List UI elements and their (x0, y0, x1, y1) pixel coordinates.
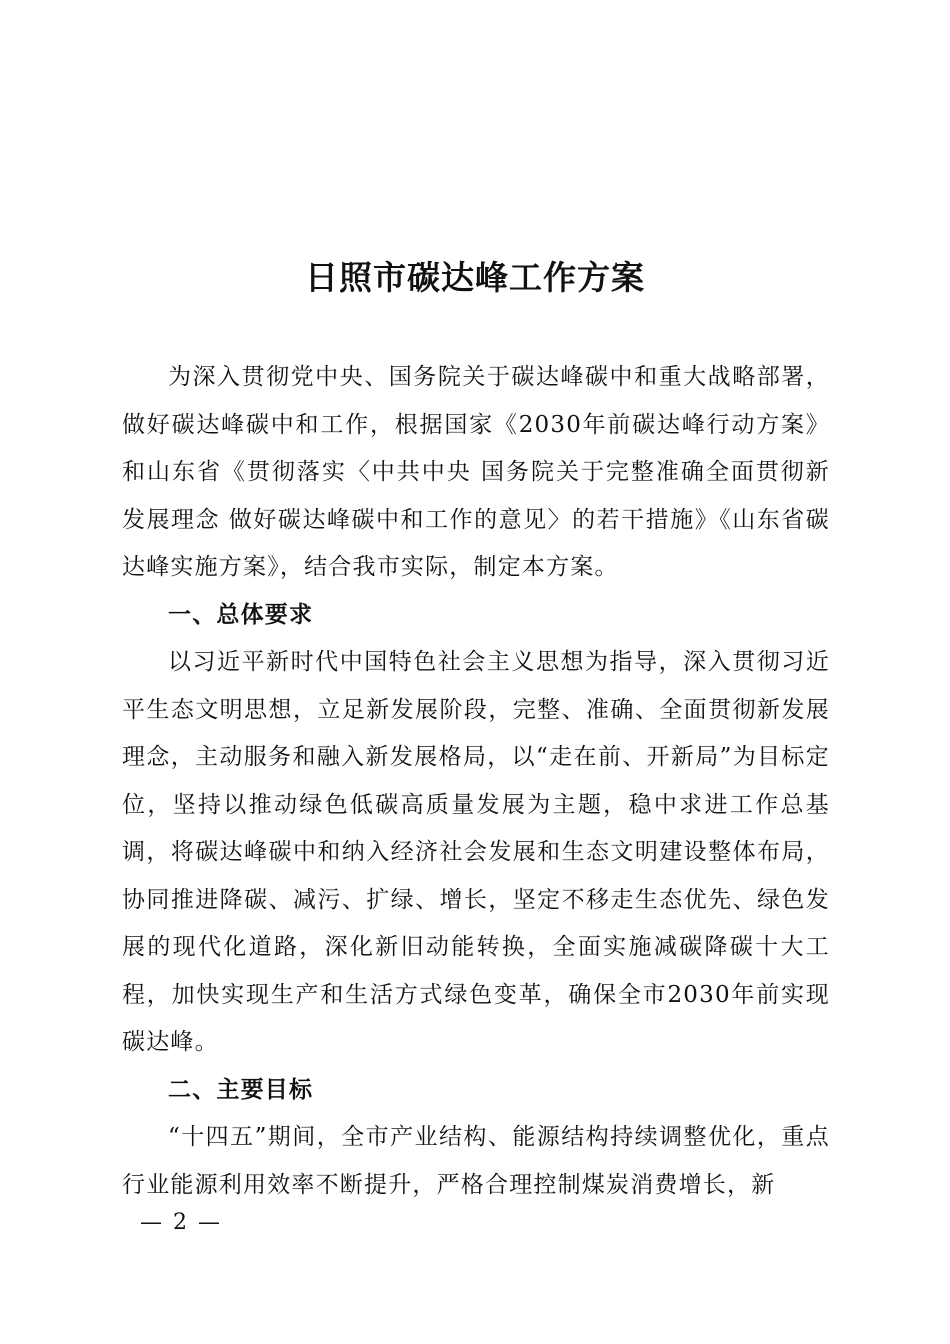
document-title: 日照市碳达峰工作方案 (305, 258, 645, 297)
page-number: — 2 — (140, 1210, 222, 1235)
section-heading-general-requirements: 一、总体要求 (168, 601, 314, 628)
section-paragraph-general-requirements: 以习近平新时代中国特色社会主义思想为指导，深入贯彻习近平生态文明思想，立足新发展阶段，完整、准确、全面贯彻新发展理念，主动服务和融入新发展格局，以“走在前、开新局”为目标定位，坚持以推动绿色低碳高质量发展为主题，稳中求进工作总基调，将碳达峰碳中和纳入经济社会发展和生态文明建设整体布局，协同推进降碳、减污、扩绿、增长，坚定不移走生态优先、绿色发展的现代化道路，深化新旧动能转换，全面实施减碳降碳十大工程，加快实现生产和生活方式绿色变革，确保全市2030年前实现碳达峰。 (122, 649, 830, 1055)
section-heading-main-goals: 二、主要目标 (168, 1076, 314, 1103)
document-body (122, 354, 830, 1209)
intro-paragraph: 为深入贯彻党中央、国务院关于碳达峰碳中和重大战略部署，做好碳达峰碳中和工作，根据国家《2030年前碳达峰行动方案》和山东省《贯彻落实〈中共中央 国务院关于完整准确全面贯彻新发展理念 做好碳达峰碳中和工作的意见〉的若干措施》《山东省碳达峰实施方案》，结合我市实际，制定本方案。 (122, 364, 830, 580)
section-paragraph-main-goals: “十四五”期间，全市产业结构、能源结构持续调整优化，重点行业能源利用效率不断提升，严格合理控制煤炭消费增长，新 (122, 1124, 830, 1198)
